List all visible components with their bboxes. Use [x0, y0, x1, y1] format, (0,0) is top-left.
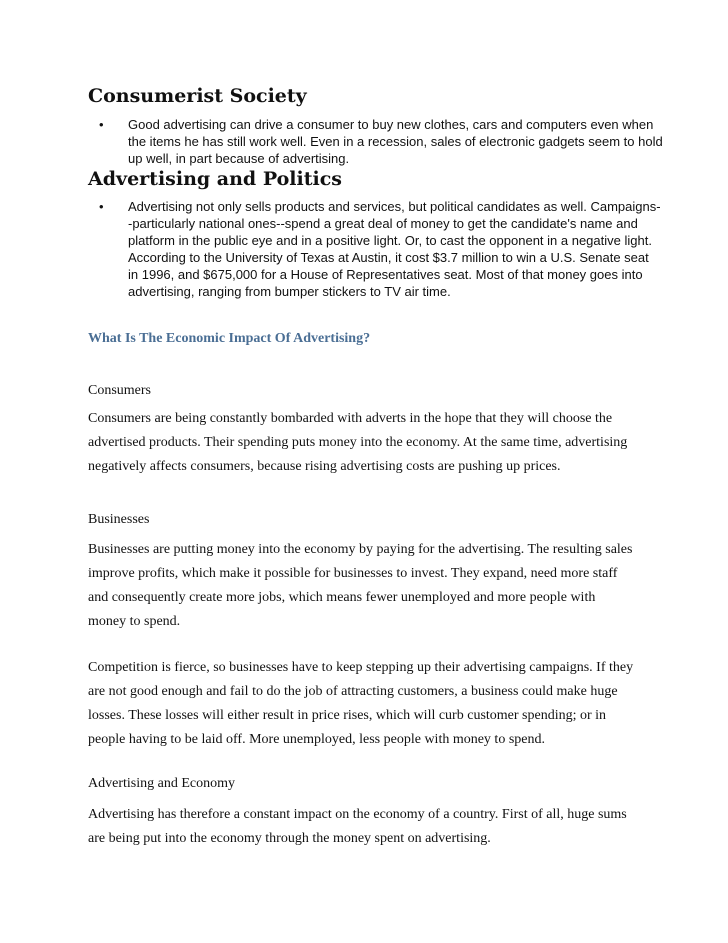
label-advertising-economy: Advertising and Economy [88, 776, 235, 791]
text-line: money to spend. [88, 614, 181, 629]
text-line: Businesses are putting money into the economy by paying for the advertising. The resulting sales [88, 542, 633, 557]
paragraph-competition [88, 656, 660, 752]
text-line: advertised products. Their spending puts money into the economy. At the same time, advertising [88, 435, 628, 450]
bullet-line: -particularly national ones--spend a great deal of money to get the candidate's name and [128, 216, 638, 231]
text-line: Consumers are being constantly bombarded with adverts in the hope that they will choose the [88, 411, 613, 426]
paragraph-consumers [88, 407, 660, 479]
paragraph-advertising-economy [88, 803, 660, 851]
text-line: people having to be laid off. More unemployed, less people with money to spend. [88, 732, 545, 747]
heading-consumerist-society: Consumerist Society [88, 85, 307, 107]
bullet-line: the items he has still work well. Even in a recession, sales of electronic gadgets seem to hold [128, 134, 663, 149]
text-line: losses. These losses will either result in price rises, which will curb customer spending; or in [88, 708, 607, 723]
text-line: are not good enough and fail to do the job of attracting customers, a business could make huge [88, 684, 618, 699]
bullet-line: in 1996, and $675,000 for a House of Representatives seat. Most of that money goes into [128, 267, 643, 282]
label-businesses: Businesses [88, 512, 150, 527]
heading-advertising-politics: Advertising and Politics [88, 168, 342, 190]
bullet-dot: • [99, 117, 104, 132]
text-line: negatively affects consumers, because rising advertising costs are pushing up prices. [88, 459, 561, 474]
bullet-line: advertising, ranging from bumper stickers to TV air time. [128, 284, 451, 299]
text-line: and consequently create more jobs, which means fewer unemployed and more people with [88, 590, 596, 605]
bullet-dot: • [99, 199, 104, 214]
paragraph-businesses [88, 538, 660, 634]
text-line: Advertising has therefore a constant impact on the economy of a country. First of all, huge sums [88, 807, 627, 822]
text-line: are being put into the economy through the money spent on advertising. [88, 831, 491, 846]
bullet-politics [88, 198, 700, 300]
text-line: improve profits, which make it possible for businesses to invest. They expand, need more staff [88, 566, 618, 581]
bullet-line: Advertising not only sells products and services, but political candidates as well. Campaigns- [128, 199, 661, 214]
bullet-consumerist [88, 116, 700, 167]
heading-economic-impact: What Is The Economic Impact Of Advertising? [88, 331, 371, 346]
bullet-line: platform in the public eye and in a positive light. Or, to cast the opponent in a negative light. [128, 233, 652, 248]
bullet-line: Good advertising can drive a consumer to buy new clothes, cars and computers even when [128, 117, 654, 132]
bullet-line: up well, in part because of advertising. [128, 151, 350, 166]
text-line: Competition is fierce, so businesses have to keep stepping up their advertising campaigns. If they [88, 660, 634, 675]
bullet-line: According to the University of Texas at Austin, it cost $3.7 million to win a U.S. Senate seat [128, 250, 649, 265]
label-consumers: Consumers [88, 383, 151, 398]
